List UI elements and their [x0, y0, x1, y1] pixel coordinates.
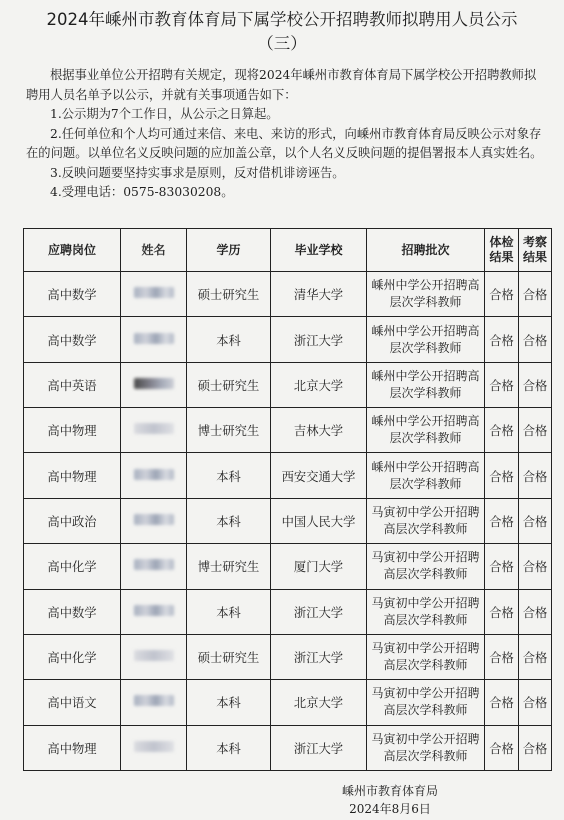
cell-school: 浙江大学	[271, 634, 367, 679]
cell-name	[121, 408, 187, 453]
cell-education: 本科	[187, 498, 271, 543]
cell-name	[121, 680, 187, 725]
cell-education: 硕士研究生	[187, 362, 271, 407]
cell-physical: 合格	[485, 498, 519, 543]
redacted-name-blur	[134, 605, 174, 616]
redacted-name-blur	[134, 333, 174, 344]
cell-education: 硕士研究生	[187, 272, 271, 317]
cell-physical: 合格	[485, 725, 519, 770]
footer-org: 嵊州市教育体育局	[341, 784, 438, 798]
table-row	[24, 362, 552, 407]
cell-batch: 马寅初中学公开招聘高层次学科教师	[367, 589, 485, 634]
table-row	[24, 272, 552, 317]
cell-name	[121, 362, 187, 407]
cell-batch: 嵊州中学公开招聘高层次学科教师	[367, 272, 485, 317]
table-row	[24, 680, 552, 725]
notice-intro: 根据事业单位公开招聘有关规定，现将2024年嵊州市教育体育局下属学校公开招聘教师拟聘用人员名单予以公示，并就有关事项通告如下：	[26, 68, 537, 102]
redacted-name-blur	[134, 423, 174, 434]
title-line-2: （三）	[257, 34, 307, 53]
cell-position: 高中化学	[24, 544, 121, 589]
cell-assessment: 合格	[519, 272, 552, 317]
cell-batch: 嵊州中学公开招聘高层次学科教师	[367, 362, 485, 407]
cell-batch: 马寅初中学公开招聘高层次学科教师	[367, 634, 485, 679]
hires-table	[23, 228, 552, 771]
notice-item-3: 3.反映问题要坚持实事求是原则，反对借机诽谤诬告。	[50, 165, 345, 180]
cell-physical: 合格	[485, 680, 519, 725]
cell-education: 本科	[187, 725, 271, 770]
cell-assessment: 合格	[519, 362, 552, 407]
cell-batch: 嵊州中学公开招聘高层次学科教师	[367, 317, 485, 362]
cell-assessment: 合格	[519, 725, 552, 770]
header-education: 学历	[187, 229, 271, 272]
header-assessment: 考察结果	[519, 229, 552, 272]
cell-physical: 合格	[485, 408, 519, 453]
cell-school: 吉林大学	[271, 408, 367, 453]
cell-physical: 合格	[485, 453, 519, 498]
cell-school: 厦门大学	[271, 544, 367, 589]
cell-name	[121, 317, 187, 362]
cell-batch: 马寅初中学公开招聘高层次学科教师	[367, 544, 485, 589]
table-row	[24, 453, 552, 498]
cell-name	[121, 544, 187, 589]
cell-assessment: 合格	[519, 634, 552, 679]
table-row	[24, 544, 552, 589]
notice-item-2: 2.任何单位和个人均可通过来信、来电、来访的形式，向嵊州市教育体育局反映公示对象存在的问题。以单位名义反映问题的应加盖公章，以个人名义反映问题的提倡署报本人真实姓名。	[26, 126, 543, 160]
cell-education: 博士研究生	[187, 544, 271, 589]
cell-name	[121, 589, 187, 634]
cell-position: 高中数学	[24, 589, 121, 634]
cell-physical: 合格	[485, 317, 519, 362]
notice-body	[26, 66, 546, 203]
notice-item-1: 1.公示期为7个工作日，从公示之日算起。	[50, 107, 279, 121]
cell-position: 高中数学	[24, 272, 121, 317]
notice-item-4: 4.受理电话：0575-83030208。	[50, 185, 234, 199]
footer-date: 2024年8月6日	[349, 802, 431, 816]
cell-school: 中国人民大学	[271, 498, 367, 543]
redacted-name-blur	[134, 695, 174, 706]
cell-physical: 合格	[485, 362, 519, 407]
cell-education: 博士研究生	[187, 408, 271, 453]
header-position: 应聘岗位	[24, 229, 121, 272]
cell-school: 西安交通大学	[271, 453, 367, 498]
cell-name	[121, 498, 187, 543]
cell-assessment: 合格	[519, 453, 552, 498]
cell-education: 本科	[187, 453, 271, 498]
cell-position: 高中物理	[24, 725, 121, 770]
cell-assessment: 合格	[519, 589, 552, 634]
document-title	[0, 8, 564, 56]
cell-school: 北京大学	[271, 362, 367, 407]
cell-education: 本科	[187, 589, 271, 634]
cell-physical: 合格	[485, 634, 519, 679]
footer	[300, 782, 480, 818]
cell-education: 本科	[187, 680, 271, 725]
cell-batch: 马寅初中学公开招聘高层次学科教师	[367, 498, 485, 543]
cell-name	[121, 272, 187, 317]
cell-position: 高中数学	[24, 317, 121, 362]
table-row	[24, 498, 552, 543]
redacted-name-blur	[134, 514, 174, 525]
cell-name	[121, 725, 187, 770]
table-row	[24, 408, 552, 453]
cell-education: 本科	[187, 317, 271, 362]
cell-school: 浙江大学	[271, 589, 367, 634]
redacted-name-blur	[134, 378, 174, 389]
cell-assessment: 合格	[519, 317, 552, 362]
table-row	[24, 589, 552, 634]
cell-assessment: 合格	[519, 544, 552, 589]
table-row	[24, 725, 552, 770]
redacted-name-blur	[134, 650, 174, 661]
cell-batch: 马寅初中学公开招聘高层次学科教师	[367, 680, 485, 725]
redacted-name-blur	[134, 741, 174, 752]
header-batch: 招聘批次	[367, 229, 485, 272]
cell-position: 高中化学	[24, 634, 121, 679]
cell-school: 北京大学	[271, 680, 367, 725]
cell-physical: 合格	[485, 589, 519, 634]
cell-position: 高中政治	[24, 498, 121, 543]
cell-batch: 马寅初中学公开招聘高层次学科教师	[367, 725, 485, 770]
cell-position: 高中英语	[24, 362, 121, 407]
cell-position: 高中物理	[24, 408, 121, 453]
cell-assessment: 合格	[519, 498, 552, 543]
table-row	[24, 317, 552, 362]
cell-physical: 合格	[485, 544, 519, 589]
header-name: 姓名	[121, 229, 187, 272]
table-header-row	[24, 229, 552, 272]
header-school: 毕业学校	[271, 229, 367, 272]
cell-name	[121, 634, 187, 679]
cell-school: 清华大学	[271, 272, 367, 317]
cell-batch: 嵊州中学公开招聘高层次学科教师	[367, 408, 485, 453]
table-row	[24, 634, 552, 679]
cell-assessment: 合格	[519, 408, 552, 453]
cell-education: 硕士研究生	[187, 634, 271, 679]
title-line-1: 2024年嵊州市教育体育局下属学校公开招聘教师拟聘用人员公示	[46, 10, 518, 29]
redacted-name-blur	[134, 287, 174, 298]
cell-name	[121, 453, 187, 498]
redacted-name-blur	[134, 469, 174, 480]
cell-school: 浙江大学	[271, 317, 367, 362]
cell-batch: 嵊州中学公开招聘高层次学科教师	[367, 453, 485, 498]
cell-position: 高中语文	[24, 680, 121, 725]
cell-assessment: 合格	[519, 680, 552, 725]
cell-position: 高中物理	[24, 453, 121, 498]
redacted-name-blur	[134, 559, 174, 570]
cell-physical: 合格	[485, 272, 519, 317]
cell-school: 浙江大学	[271, 725, 367, 770]
header-physical: 体检结果	[485, 229, 519, 272]
